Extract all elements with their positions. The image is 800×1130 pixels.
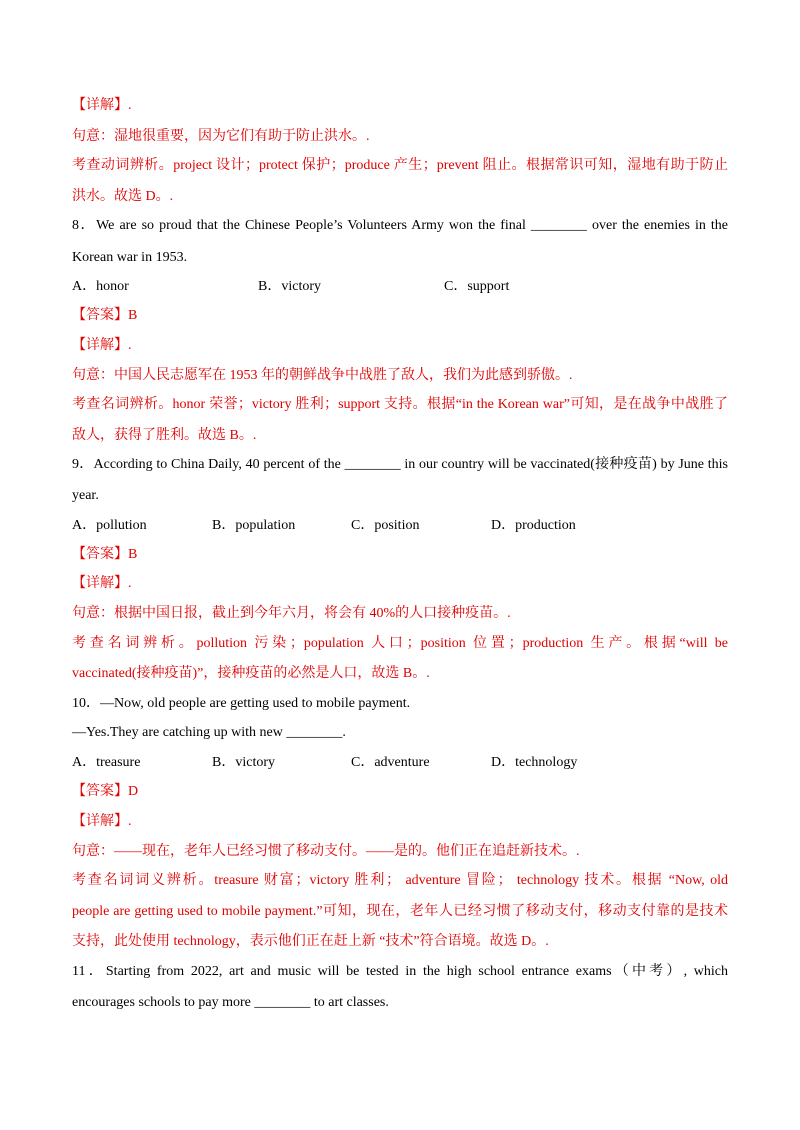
- q9-stem-line-2: year.: [72, 488, 99, 503]
- q10-analysis-line-3: 支持，此处使用 technology，表示他们正在赶上新 “技术”符合语境。故选 D。.: [72, 934, 549, 949]
- q8-stem-line-1: 8．We are so proud that the Chinese People’s Volunteers Army won the final ________ over the enemies in the: [72, 218, 728, 233]
- q9-stem-line-1: 9．According to China Daily, 40 percent of the ________ in our country will be vaccinated(接种疫苗) by June this: [72, 457, 728, 472]
- q11-stem-line-2: encourages schools to pay more ________ to art classes.: [72, 995, 389, 1010]
- q9-option-c: C．position: [351, 518, 420, 533]
- q10-detail-label: 【详解】.: [72, 814, 132, 829]
- q10-meaning: 句意：——现在，老年人已经习惯了移动支付。——是的。他们正在追赶新技术。.: [72, 844, 580, 859]
- q7-meaning: 句意：湿地很重要，因为它们有助于防止洪水。.: [72, 129, 370, 144]
- q10-option-b: B．victory: [212, 755, 275, 770]
- q7-detail-label: 【详解】.: [72, 98, 132, 113]
- q10-option-c: C．adventure: [351, 755, 430, 770]
- q8-option-b: B．victory: [258, 279, 321, 294]
- q10-analysis-line-1: 考查名词词义辨析。treasure 财富；victory 胜利； adventure 冒险； technology 技术。根据 “Now, old: [72, 873, 728, 888]
- q8-option-c: C．support: [444, 279, 510, 294]
- q9-option-a: A．pollution: [72, 518, 147, 533]
- q9-analysis-line-2: vaccinated(接种疫苗)”，接种疫苗的必然是人口，故选 B。.: [72, 666, 430, 681]
- q9-option-d: D．production: [491, 518, 576, 533]
- q10-option-d: D．technology: [491, 755, 578, 770]
- q10-stem-line-2: —Yes.They are catching up with new ________.: [72, 725, 346, 740]
- q11-stem-line-1: 11．Starting from 2022, art and music will be tested in the high school entrance exams（中考）, which: [72, 964, 728, 979]
- q9-meaning: 句意：根据中国日报，截止到今年六月，将会有 40%的人口接种疫苗。.: [72, 606, 511, 621]
- q8-analysis-line-1: 考查名词辨析。honor 荣誉；victory 胜利；support 支持。根据“in the Korean war”可知，是在战争中战胜了: [72, 397, 728, 412]
- q9-analysis-line-1: 考查名词辨析。pollution 污染；population 人口；position 位置；production 生产。根据“will be: [72, 636, 728, 651]
- q9-option-b: B．population: [212, 518, 296, 533]
- q10-answer: 【答案】D: [72, 784, 139, 799]
- q9-detail-label: 【详解】.: [72, 576, 132, 591]
- q9-answer: 【答案】B: [72, 547, 138, 562]
- q10-stem-line-1: 10．—Now, old people are getting used to mobile payment.: [72, 696, 411, 711]
- q8-option-a: A．honor: [72, 279, 129, 294]
- q10-analysis-line-2: people are getting used to mobile payment.”可知，现在，老年人已经习惯了移动支付，移动支付靠的是技术: [72, 904, 728, 919]
- q7-analysis-line-2: 洪水。故选 D。.: [72, 189, 174, 204]
- q8-detail-label: 【详解】.: [72, 338, 132, 353]
- q7-analysis-line-1: 考查动词辨析。project 设计；protect 保护；produce 产生；prevent 阻止。根据常识可知，湿地有助于防止: [72, 158, 728, 173]
- q8-analysis-line-2: 敌人，获得了胜利。故选 B。.: [72, 428, 257, 443]
- q8-answer: 【答案】B: [72, 308, 138, 323]
- q10-option-a: A．treasure: [72, 755, 141, 770]
- q8-stem-line-2: Korean war in 1953.: [72, 250, 188, 265]
- q8-meaning: 句意：中国人民志愿军在 1953 年的朝鲜战争中战胜了敌人，我们为此感到骄傲。.: [72, 368, 573, 383]
